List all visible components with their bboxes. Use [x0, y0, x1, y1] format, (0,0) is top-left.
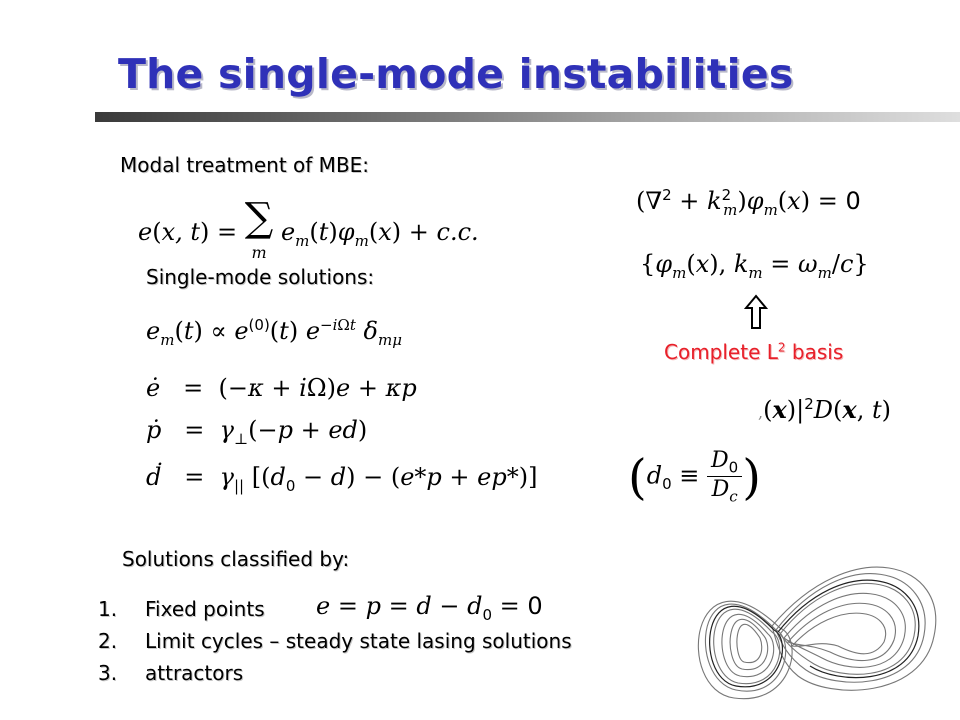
- list-item: 1. Fixed points: [98, 597, 265, 621]
- hollow-up-arrow-icon: [744, 294, 768, 330]
- mode-set-equation: {$\varphi_m(x)$, $k_m = \omega_m/c$}: [640, 250, 869, 282]
- partial-population-term: $,(x)|^2D(x$, t): [758, 395, 892, 424]
- single-mode-label: Single-mode solutions:: [146, 265, 375, 289]
- lorenz-attractor-image: [676, 540, 960, 720]
- single-mode-solution-equation: $e_m(t) \propto e^{(0)}(t)$ $e^{-i\Omega t}$ $\delta_{m\mu}$: [146, 316, 402, 349]
- complete-basis-label: Complete $L^2$ basis: [664, 340, 844, 364]
- title-rule: [95, 112, 960, 122]
- e-dot-equation: ė = (−κ + iΩ)e + κp: [146, 374, 417, 402]
- classified-label: Solutions classified by:: [122, 547, 350, 571]
- helmholtz-equation: $(\nabla^2 + k^2_m)\varphi_m(x) = 0$: [636, 186, 861, 219]
- modal-treatment-label: Modal treatment of MBE:: [120, 153, 370, 177]
- d0-definition: ($d_0$ ≡ $\frac{D_0}{D_c}$ ): [628, 448, 761, 506]
- modal-expansion-equation: e(x, t) = ∑ m $e_m(t)\varphi_m(x) + c.c$.: [138, 195, 479, 262]
- list-item: 3. attractors: [98, 661, 244, 685]
- list-item: 2. Limit cycles – steady state lasing solutions: [98, 629, 572, 653]
- d-dot-equation: ḋ = $\gamma_{||}$ $[(d_0 - d) - (e*p + ep*)]$: [146, 463, 538, 495]
- slide-title: The single-mode instabilities: [118, 50, 794, 98]
- fixed-point-equation: $e = p = d - d_0 = 0$: [316, 592, 543, 624]
- p-dot-equation: ṗ = $\gamma_\perp(-p + ed)$: [146, 416, 368, 448]
